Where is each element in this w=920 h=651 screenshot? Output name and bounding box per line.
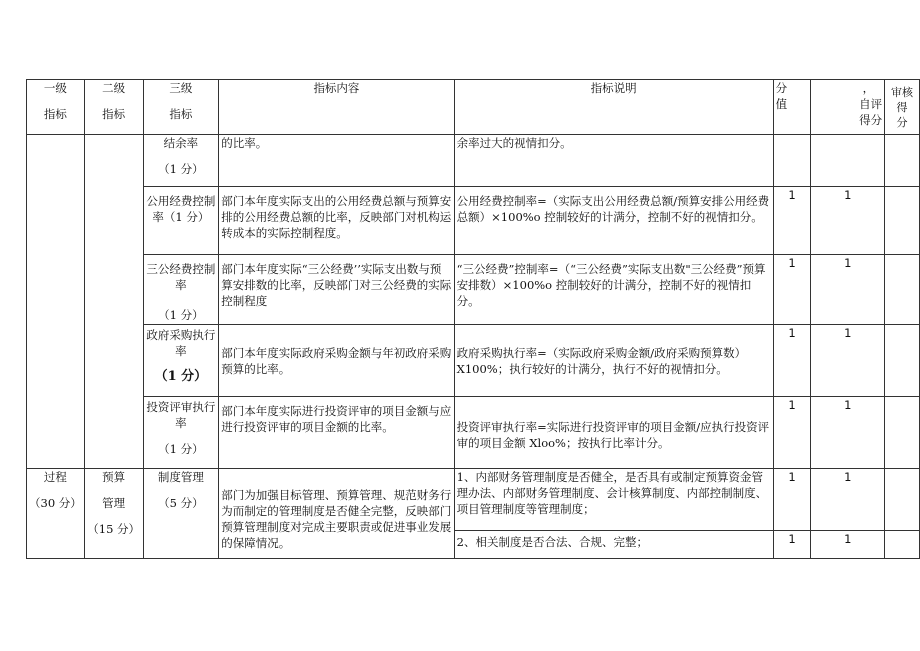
- table-row: [27, 469, 920, 531]
- explanation-cell: 投资评审执行率=实际进行投资评审的项目金额/应执行投资评审的项目金额 Xloo%；按执行比率计分。: [454, 397, 773, 469]
- process-level2-label: 预算: [102, 470, 126, 484]
- header-review-score: [885, 80, 920, 135]
- explanation-cell: 余率过大的视情扣分。: [454, 135, 773, 187]
- table-row: [27, 135, 920, 187]
- header-review-line2: 分: [896, 116, 908, 129]
- content-cell: 部门本年度实际政府采购金额与年初政府采购预算的比率。: [219, 325, 454, 397]
- header-level1-line1: 一级: [43, 81, 67, 95]
- header-level3-line2: 指标: [169, 107, 193, 121]
- level3-cell: [143, 325, 219, 397]
- level3-cell: [143, 255, 219, 325]
- review-score-cell: [885, 135, 920, 187]
- header-level3: [143, 80, 219, 135]
- process-level3-points: （5 分）: [158, 496, 204, 510]
- header-level3-line1: 三级: [169, 81, 193, 95]
- explanation-cell: 公用经费控制率=（实际支出公用经费总额/预算安排公用经费总额）×100%o 控制较好的计满分，控制不好的视情扣分。: [454, 187, 773, 255]
- score-cell: [773, 135, 811, 187]
- self-score-cell: 1: [811, 187, 885, 255]
- table-row: [27, 255, 920, 325]
- table-row: [27, 397, 920, 469]
- header-level2-line1: 二级: [102, 81, 126, 95]
- header-score: [773, 80, 811, 135]
- table-row: [27, 325, 920, 397]
- score-cell: 1: [773, 531, 811, 559]
- process-level2-points: （15 分）: [87, 522, 141, 536]
- review-score-cell: [885, 325, 920, 397]
- header-content: 指标内容: [219, 80, 454, 135]
- header-self-score: [811, 80, 885, 135]
- header-explanation: 指标说明: [454, 80, 773, 135]
- explanation-cell: “三公经费”控制率=（“三公经费”实际支出数"三公经费”预算安排数）×100%o 控制较好的计满分，控制不好的视情扣分。: [454, 255, 773, 325]
- indicator-table: [26, 79, 920, 559]
- header-self-mark: ，: [862, 81, 875, 95]
- header-row: [27, 80, 920, 135]
- level3-points: （1 分）: [158, 162, 204, 176]
- score-cell: 1: [773, 255, 811, 325]
- level3-cell: 公用经费控制率（1 分）: [143, 187, 219, 255]
- self-score-cell: 1: [811, 397, 885, 469]
- process-level1-label: 过程: [43, 470, 67, 484]
- process-level3-cell: [143, 469, 219, 559]
- level3-points: （1 分）: [154, 369, 208, 384]
- content-cell: 部门本年度实际支出的公用经费总额与预算安排的公用经费总额的比率，反映部门对机构运转成本的实际控制程度。: [219, 187, 454, 255]
- explanation-cell: 1、内部财务管理制度是否健全，是否具有或制定预算资金管理办法、内部财务管理制度、会计核算制度、内部控制制度、项目管理制度等管理制度；: [454, 469, 773, 531]
- self-score-cell: 1: [811, 469, 885, 531]
- header-level1: [27, 80, 85, 135]
- header-level1-line2: 指标: [43, 107, 67, 121]
- header-self-line2: 得分: [859, 113, 883, 127]
- level3-label: 结余率: [163, 136, 199, 150]
- level3-label: 政府采购执行率: [146, 328, 216, 358]
- header-review-line1: 审核得: [891, 86, 914, 114]
- header-level2-line2: 指标: [102, 107, 126, 121]
- process-level2-label2: 管理: [102, 496, 126, 510]
- review-score-cell: [885, 255, 920, 325]
- self-score-cell: 1: [811, 325, 885, 397]
- process-level3-label: 制度管理: [157, 470, 204, 484]
- explanation-cell: 2、相关制度是否合法、合规、完整；: [454, 531, 773, 559]
- self-score-cell: 1: [811, 255, 885, 325]
- header-score-line1: 分: [775, 81, 788, 95]
- header-self-line1: 自评: [859, 97, 883, 111]
- self-score-cell: [811, 135, 885, 187]
- level3-label: 投资评审执行率: [146, 400, 216, 430]
- explanation-cell: 政府采购执行率=（实际政府采购金额/政府采购预算数）X100%；执行较好的计满分，执行不好的视情扣分。: [454, 325, 773, 397]
- content-cell: 部门本年度实际进行投资评审的项目金额与应进行投资评审的项目金额的比率。: [219, 397, 454, 469]
- score-cell: 1: [773, 469, 811, 531]
- level3-points: （1 分）: [158, 308, 204, 322]
- review-score-cell: [885, 531, 920, 559]
- process-level1-cell: [27, 469, 85, 559]
- level3-cell: [143, 135, 219, 187]
- level2-cell-blank: [84, 135, 143, 469]
- content-cell: 部门本年度实际“三公经费’’实际支出数与预算安排数的比率，反映部门对三公经费的实际控制程度: [219, 255, 454, 325]
- score-cell: 1: [773, 397, 811, 469]
- process-level2-cell: [84, 469, 143, 559]
- process-content-cell: 部门为加强目标管理、预算管理、规范财务行为而制定的管理制度是否健全完整，反映部门预算管理制度对完成主要职责或促进事业发展的保障情况。: [219, 469, 454, 559]
- level3-cell: [143, 397, 219, 469]
- review-score-cell: [885, 397, 920, 469]
- level3-label: 三公经费控制率: [146, 262, 216, 292]
- score-cell: 1: [773, 325, 811, 397]
- level3-points: （1 分）: [158, 442, 204, 456]
- header-level2: [84, 80, 143, 135]
- review-score-cell: [885, 469, 920, 531]
- self-score-cell: 1: [811, 531, 885, 559]
- score-cell: 1: [773, 187, 811, 255]
- table-row: [27, 187, 920, 255]
- review-score-cell: [885, 187, 920, 255]
- process-level1-points: （30 分）: [29, 496, 82, 510]
- content-cell: 的比率。: [219, 135, 454, 187]
- level1-cell-blank: [27, 135, 85, 469]
- header-score-line2: 值: [775, 97, 788, 111]
